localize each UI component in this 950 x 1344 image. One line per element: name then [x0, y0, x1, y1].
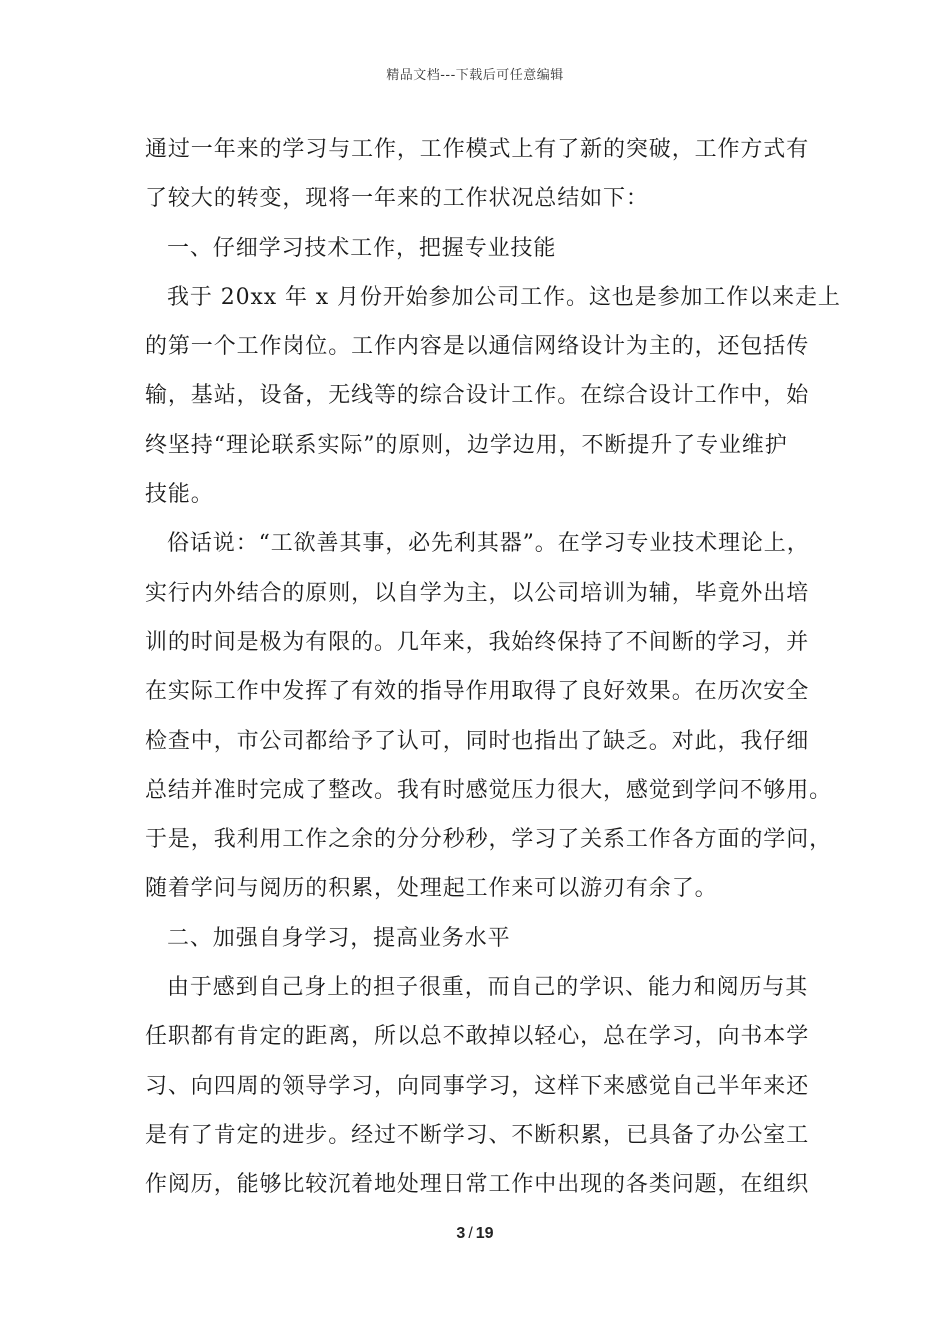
- body-line: 俗话说：“工欲善其事，必先利其器”。在学习专业技术理论上，: [167, 531, 810, 557]
- body-line: 我于 20xx 年 x 月份开始参加公司工作。这也是参加工作以来走上: [167, 284, 841, 310]
- section-heading: 一、仔细学习技术工作，把握专业技能: [167, 235, 557, 261]
- body-line: 的第一个工作岗位。工作内容是以通信网络设计为主的，还包括传: [145, 334, 810, 360]
- page-total: 19: [475, 1225, 494, 1242]
- body-line: 在实际工作中发挥了有效的指导作用取得了良好效果。在历次安全: [145, 679, 810, 705]
- page-header: 精品文档---下载后可任意编辑: [386, 68, 564, 83]
- body-line: 由于感到自己身上的担子很重，而自己的学识、能力和阅历与其: [167, 975, 809, 1001]
- body-line: 实行内外结合的原则，以自学为主，以公司培训为辅，毕竟外出培: [145, 580, 810, 606]
- body-line: 任职都有肯定的距离，所以总不敢掉以轻心，总在学习，向书本学: [145, 1024, 810, 1050]
- body-line: 输，基站，设备，无线等的综合设计工作。在综合设计工作中，始: [145, 383, 810, 409]
- body-line: 训的时间是极为有限的。几年来，我始终保持了不间断的学习，并: [145, 629, 810, 655]
- body-line: 习、向四周的领导学习，向同事学习，这样下来感觉自己半年来还: [145, 1073, 810, 1099]
- body-line: 于是，我利用工作之余的分分秒秒，学习了关系工作各方面的学问，: [145, 827, 833, 853]
- body-line: 随着学问与阅历的积累，处理起工作来可以游刃有余了。: [145, 876, 718, 902]
- body-line: 终坚持“理论联系实际”的原则，边学边用，不断提升了专业维护: [145, 432, 788, 458]
- page-number: [0, 1225, 950, 1243]
- body-line: 技能。: [145, 482, 214, 508]
- body-line: 检查中，市公司都给予了认可，同时也指出了缺乏。对此，我仔细: [145, 728, 810, 754]
- section-heading: 二、加强自身学习，提高业务水平: [167, 925, 511, 951]
- body-line: 作阅历，能够比较沉着地处理日常工作中出现的各类问题，在组织: [145, 1172, 810, 1198]
- body-line: 了较大的转变，现将一年来的工作状况总结如下：: [145, 186, 649, 212]
- body-line: 总结并准时完成了整改。我有时感觉压力很大，感觉到学问不够用。: [145, 777, 833, 803]
- page-current: 3: [456, 1225, 466, 1242]
- page-separator: /: [468, 1225, 473, 1242]
- body-line: 通过一年来的学习与工作，工作模式上有了新的突破，工作方式有: [145, 137, 810, 162]
- body-line: 是有了肯定的进步。经过不断学习、不断积累，已具备了办公室工: [145, 1122, 810, 1148]
- document-body: [145, 125, 841, 1210]
